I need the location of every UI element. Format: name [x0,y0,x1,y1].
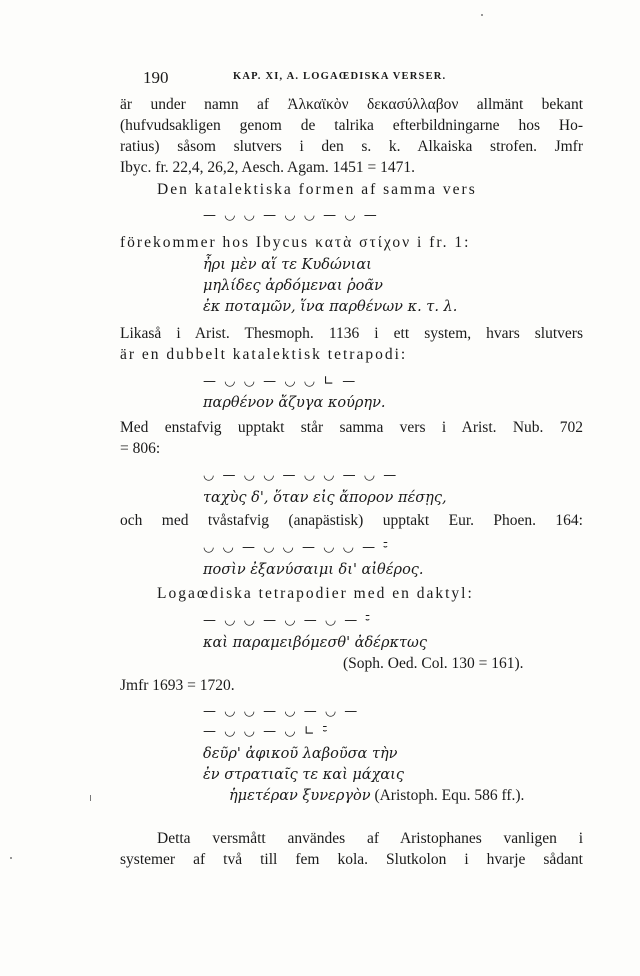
citation: (Soph. Oed. Col. 130 = 161). [343,655,524,672]
greek-verse-line: δεῦρ' ἀφικοῦ λαβοῦσα τὴν [203,746,398,762]
text-line: Med enstafvig upptakt står samma vers i Arist. Nub. 702 [120,419,583,436]
text-line: ratius) såsom slutvers i den s. k. Alkaiska strofen. Jmfr [120,138,583,155]
greek-verse-line: ποσὶν ἐξανύσαιμι δι' αἰθέρος. [203,562,424,578]
greek-verse-line: ἦρι μὲν αἵ τε Κυδώνιαι [203,257,372,273]
metrical-scheme: — ◡ ◡ — ◡ ∟ ⏑̄ [203,724,330,739]
text-line: systemer af två till fem kola. Slutkolon i hvarje sådant [120,851,583,868]
page-number: 190 [143,68,169,87]
greek-verse-line: παρθένον ἄζυγα κούρην. [203,395,386,411]
metrical-scheme: — ◡ ◡ — ◡ ◡ ∟ — [203,374,358,389]
greek-verse-line: μηλίδες ἀρδόμεναι ῥοᾶν [203,278,383,294]
text-line: Den katalektiska formen af samma vers [157,181,477,198]
text-line: Jmfr 1693 = 1720. [120,677,235,694]
running-title: KAP. XI, A. LOGAŒDISKA VERSER. [233,71,447,82]
metrical-scheme: — ◡ ◡ — ◡ — ◡ — [203,704,360,719]
scan-speck [481,14,483,16]
metrical-scheme: ◡ — ◡ ◡ — ◡ ◡ — ◡ — [203,468,399,483]
text-line: förekommer hos Ibycus κατὰ στίχον i fr. 1: [120,234,471,251]
section-heading-line: Logaœdiska tetrapodier med en daktyl: [157,585,474,602]
scan-speck [90,795,91,801]
text-line: är en dubbelt katalektisk tetrapodi: [120,346,408,363]
greek-verse-line: ἡμετέραν ξυνεργὸν (Aristoph. Equ. 586 ff.). [229,787,525,804]
greek-verse-line: ταχὺς δ', ὅταν εἰς ἄπορον πέσῃς, [203,490,447,506]
scan-speck [10,857,12,859]
text-line: = 806: [120,440,161,457]
text-line: Ibyc. fr. 22,4, 26,2, Aesch. Agam. 1451 = 1471. [120,159,416,176]
text-line: är under namn af Ἀλκαϊκὸν δεκασύλλαβον allmänt bekant [120,96,583,113]
greek-verse-line: καὶ παραμειβόμεσθ' ἀδέρκτως [203,635,427,651]
metrical-scheme: — ◡ ◡ — ◡ — ◡ — ⏑̄ [203,613,372,628]
text-line: Detta versmått användes af Aristophanes vanligen i [157,830,583,847]
metrical-scheme: — ◡ ◡ — ◡ ◡ — ◡ — [203,208,379,223]
metrical-scheme: ◡ ◡ — ◡ ◡ — ◡ ◡ — ⏑̄ [203,540,390,555]
text-line: Likaså i Arist. Thesmoph. 1136 i ett system, hvars slutvers [120,325,583,342]
greek-verse-line: ἐκ ποταμῶν, ἵνα παρθένων κ. τ. λ. [203,299,458,315]
citation: (Aristoph. Equ. 586 ff.). [374,787,525,804]
text-line: och med tvåstafvig (anapästisk) upptakt Eur. Phoen. 164: [120,512,583,529]
text-line: (hufvudsakligen genom de talrika efterbildningarne hos Ho- [120,117,583,134]
greek-verse-line: ἐν στρατιαῖς τε καὶ μάχαις [203,767,404,783]
